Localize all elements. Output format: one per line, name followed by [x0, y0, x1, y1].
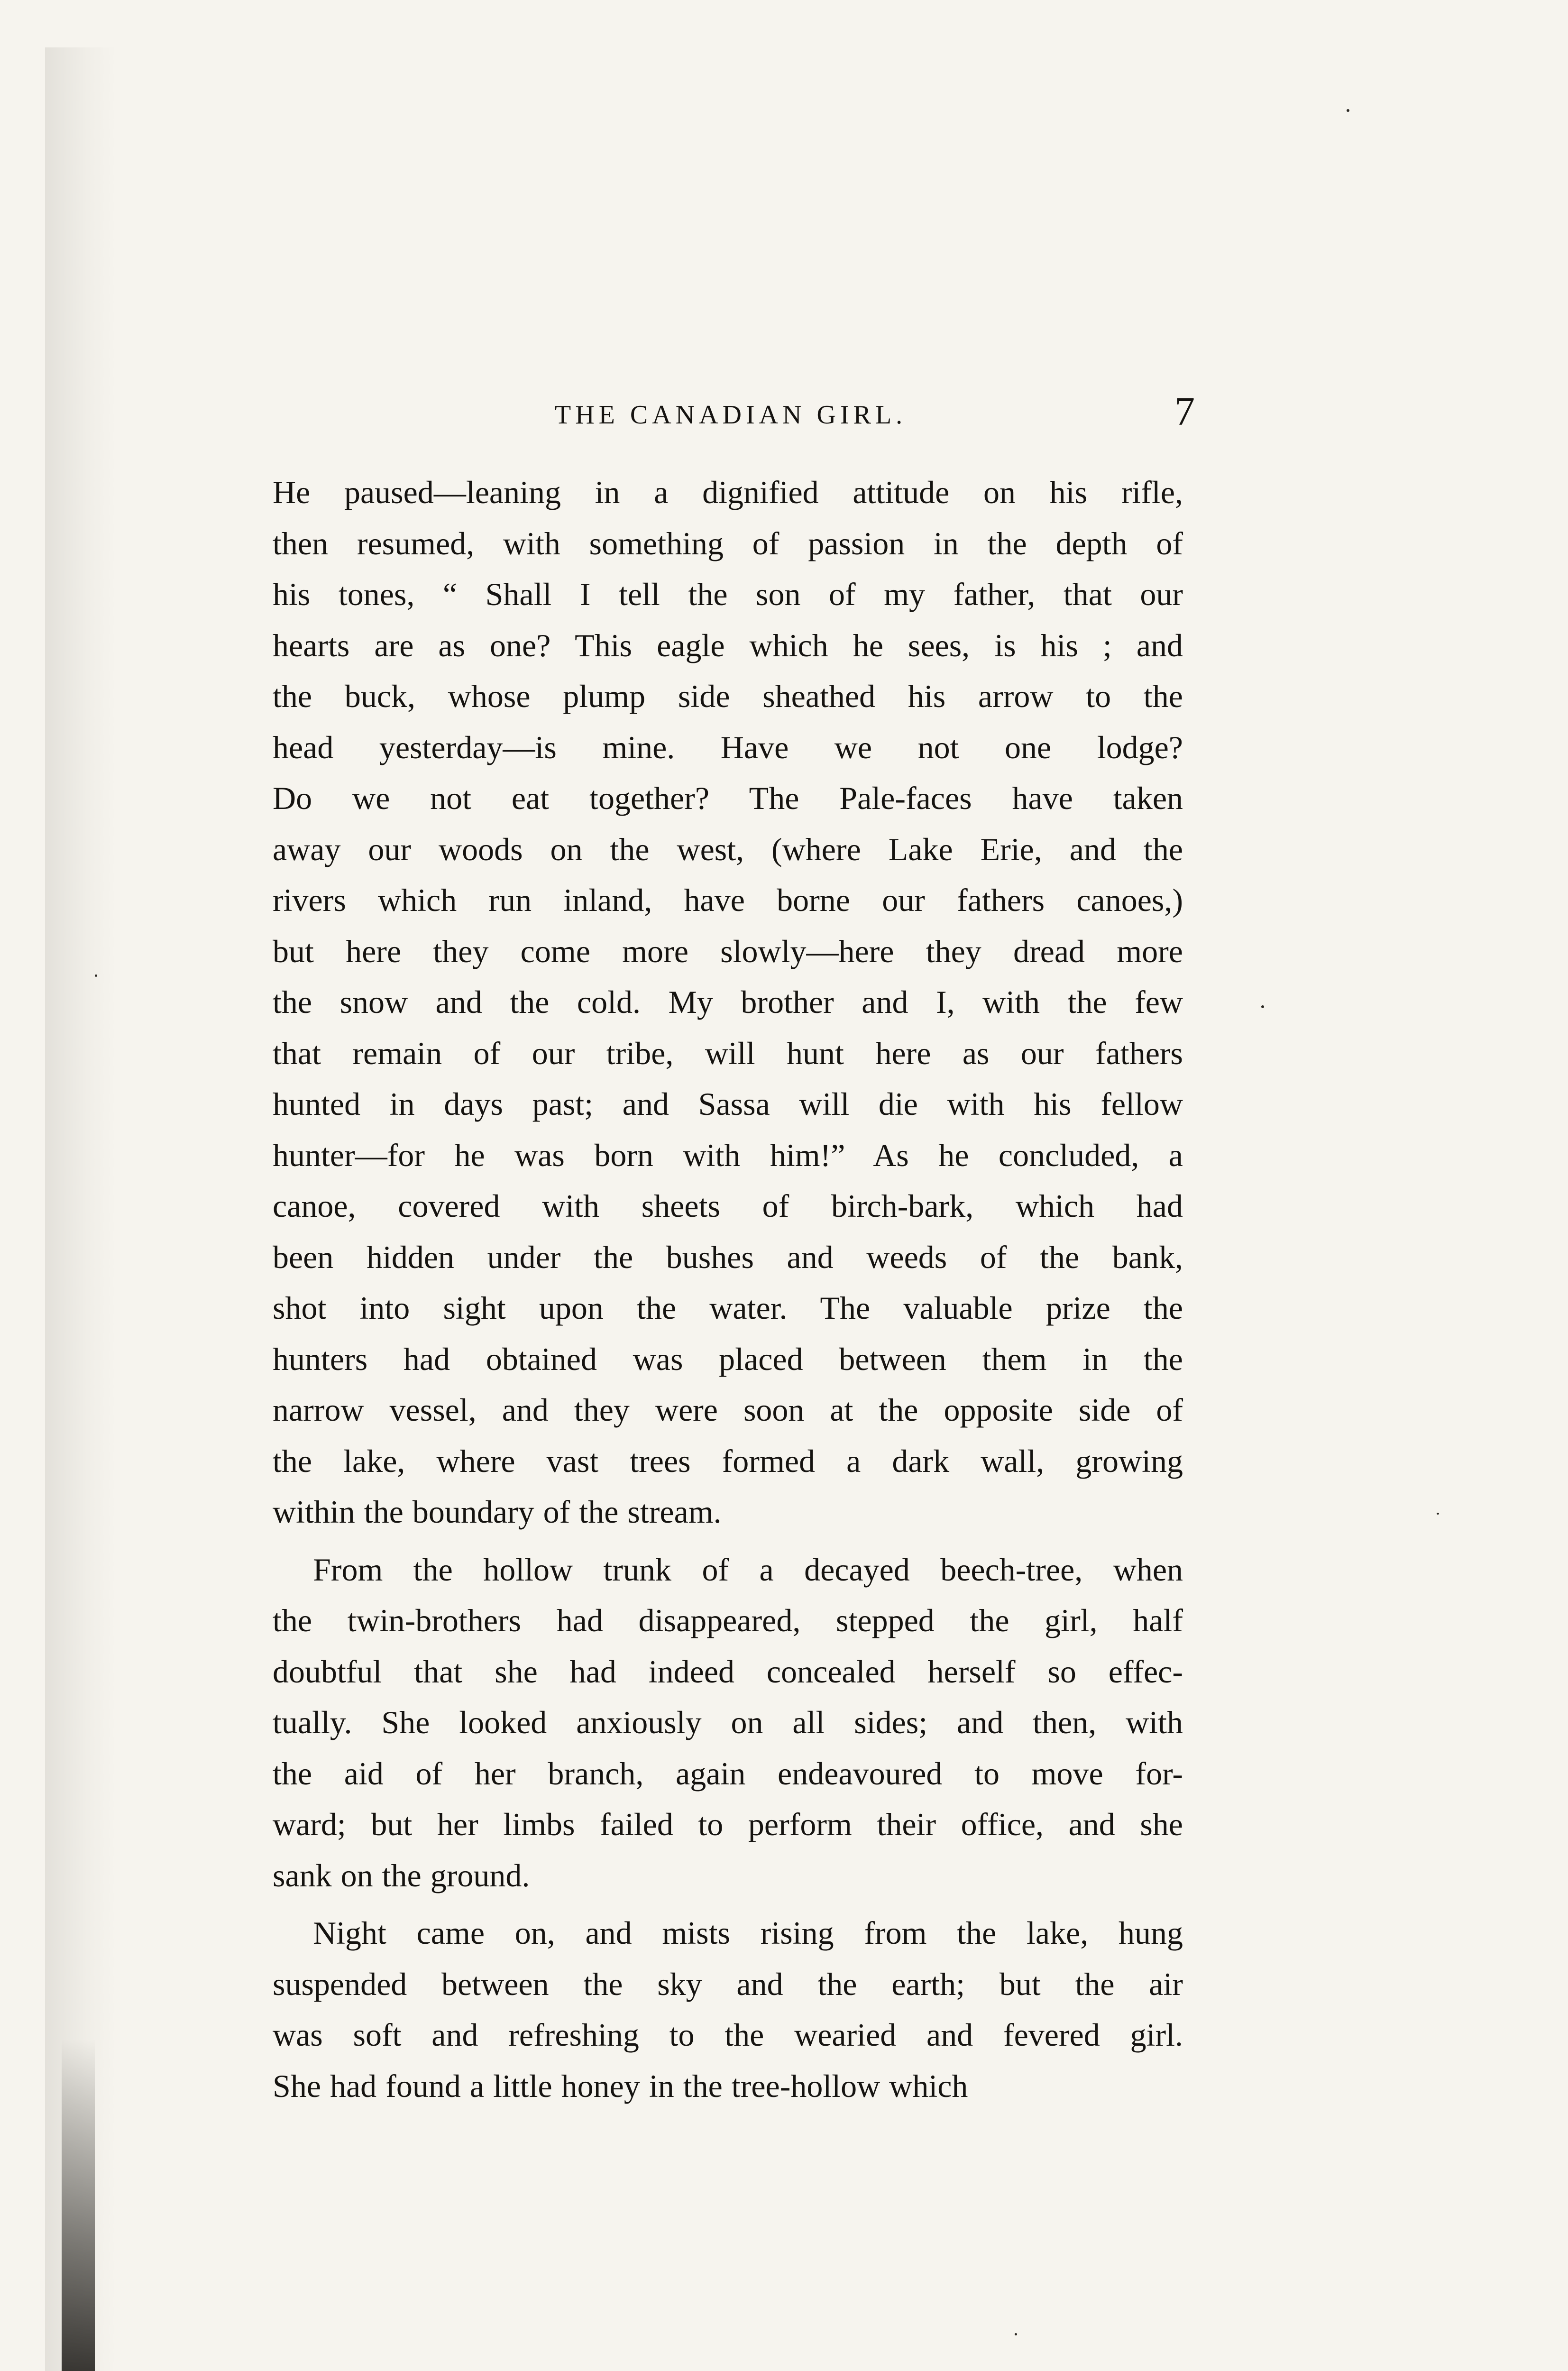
text-line: head yesterday—is mine. Have we not one lodge? — [273, 729, 1183, 765]
scan-speck — [1437, 1513, 1439, 1515]
text-line: the aid of her branch, again endeavoured to move for- — [273, 1755, 1183, 1792]
text-line: rivers which run inland, have borne our fathers canoes,) — [273, 882, 1183, 918]
text-line: From the hollow trunk of a decayed beech-tree, when — [313, 1551, 1183, 1588]
body-text — [273, 467, 1183, 2112]
scan-speck — [1015, 2333, 1017, 2335]
text-line: He paused—leaning in a dignified attitude on his rifle, — [273, 474, 1183, 510]
paragraph — [273, 1544, 1183, 1902]
text-line: She had found a little honey in the tree-hollow which — [273, 2068, 968, 2104]
text-line: his tones, “ Shall I tell the son of my father, that our — [273, 576, 1183, 612]
text-line: suspended between the sky and the earth; but the air — [273, 1966, 1183, 2002]
text-line: sank on the ground. — [273, 1857, 530, 1893]
text-line: hearts are as one? This eagle which he sees, is his ; and — [273, 627, 1183, 663]
gutter-shadow — [45, 47, 116, 2371]
text-line: the buck, whose plump side sheathed his arrow to the — [273, 678, 1183, 714]
paragraph-gap — [273, 1901, 1183, 1908]
text-line: the snow and the cold. My brother and I, with the few — [273, 984, 1183, 1020]
page-number: 7 — [1174, 388, 1195, 434]
paragraph — [273, 1908, 1183, 2112]
text-line: shot into sight upon the water. The valuable prize the — [273, 1290, 1183, 1326]
text-line: hunter—for he was born with him!” As he concluded, a — [273, 1137, 1183, 1173]
text-line: then resumed, with something of passion in the depth of — [273, 525, 1183, 561]
text-line: was soft and refreshing to the wearied and fevered girl. — [273, 2017, 1183, 2053]
gutter-binding-edge — [62, 2039, 95, 2371]
text-line: but here they come more slowly—here they dread more — [273, 933, 1183, 969]
text-line: Do we not eat together? The Pale-faces have taken — [273, 780, 1183, 816]
text-line: doubtful that she had indeed concealed herself so effec- — [273, 1653, 1183, 1690]
text-line: hunted in days past; and Sassa will die with his fellow — [273, 1086, 1183, 1122]
text-line: away our woods on the west, (where Lake Erie, and the — [273, 831, 1183, 867]
text-line: been hidden under the bushes and weeds of the bank, — [273, 1239, 1183, 1275]
text-line: ward; but her limbs failed to perform their office, and she — [273, 1806, 1183, 1842]
text-line: Night came on, and mists rising from the lake, hung — [313, 1915, 1183, 1951]
running-head: THE CANADIAN GIRL. — [555, 400, 907, 430]
text-line: hunters had obtained was placed between them in the — [273, 1341, 1183, 1377]
text-line: the lake, where vast trees formed a dark wall, growing — [273, 1443, 1183, 1479]
scan-speck — [95, 974, 97, 977]
text-line: within the boundary of the stream. — [273, 1494, 722, 1530]
text-line: narrow vessel, and they were soon at the opposite side of — [273, 1392, 1183, 1428]
scan-speck — [1347, 109, 1349, 112]
scan-speck — [1261, 1005, 1264, 1008]
text-line: that remain of our tribe, will hunt here as our fathers — [273, 1035, 1183, 1071]
text-line: canoe, covered with sheets of birch-bark, which had — [273, 1188, 1183, 1224]
text-line: the twin-brothers had disappeared, stepped the girl, half — [273, 1602, 1183, 1638]
paragraph — [273, 467, 1183, 1538]
paragraph-gap — [273, 1538, 1183, 1544]
page-header — [270, 388, 1195, 439]
text-line: tually. She looked anxiously on all sides; and then, with — [273, 1704, 1183, 1740]
